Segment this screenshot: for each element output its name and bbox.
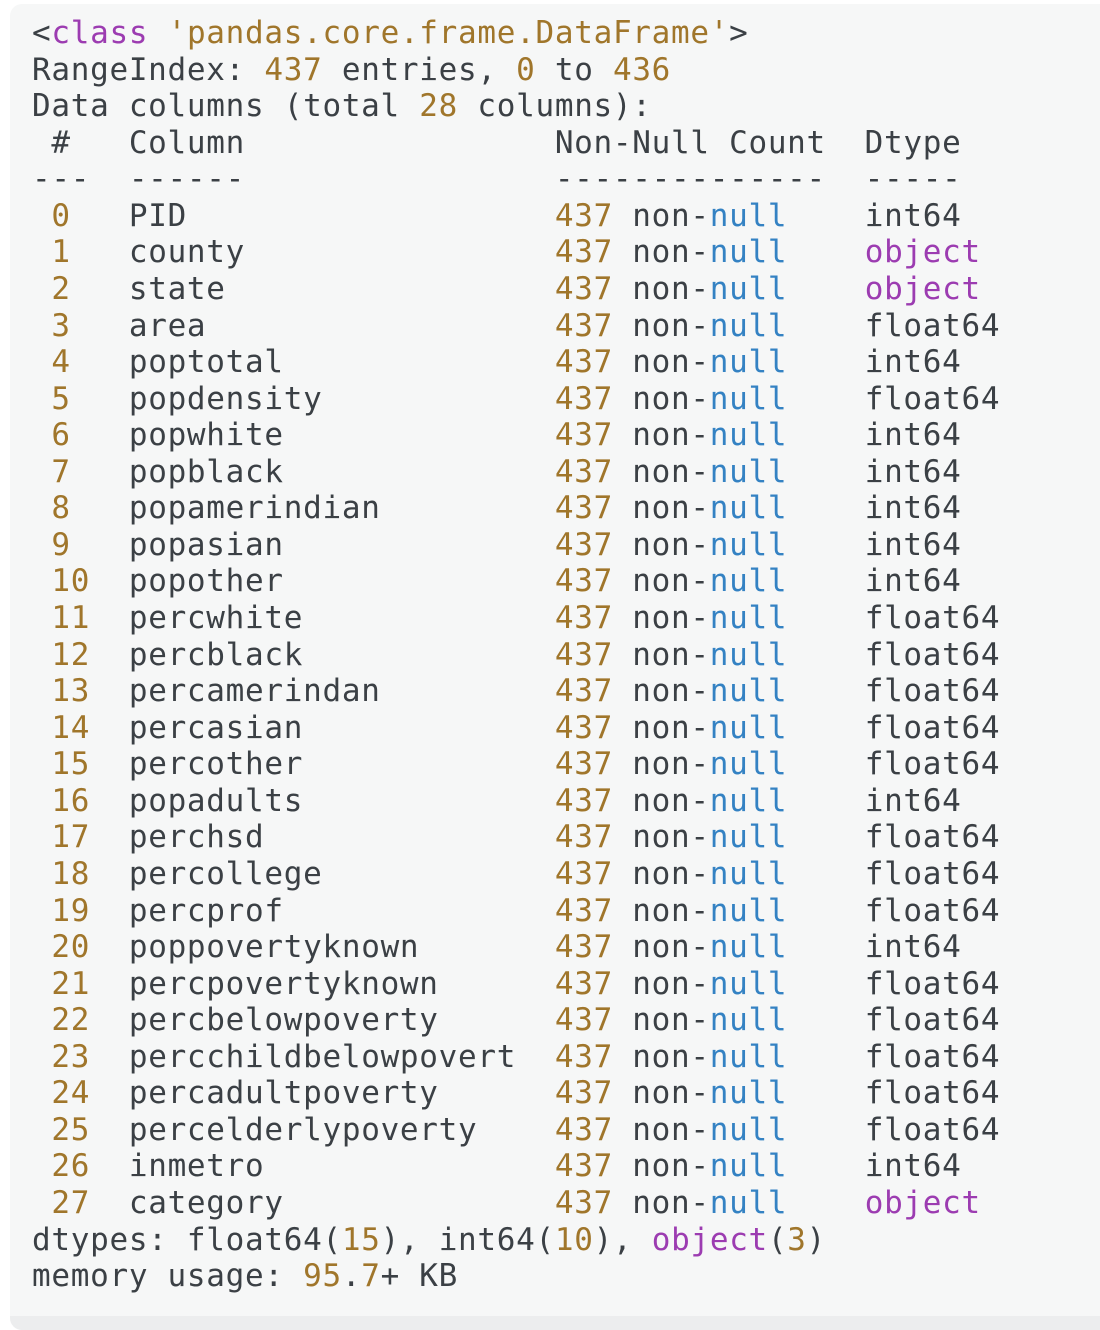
token	[32, 893, 51, 929]
token: non-	[612, 270, 710, 307]
token: 13	[51, 673, 91, 710]
token: (	[767, 1221, 788, 1258]
token: null	[709, 197, 788, 234]
token: popother	[90, 563, 555, 600]
token: 437	[554, 307, 613, 344]
token: non-	[612, 636, 710, 673]
token: 437	[554, 1075, 613, 1112]
token: inmetro	[90, 1148, 555, 1185]
token: popdensity	[70, 380, 555, 417]
token	[787, 856, 864, 892]
token: area	[70, 307, 555, 344]
token: null	[709, 1185, 788, 1221]
token: 28	[419, 88, 459, 125]
token	[32, 819, 51, 855]
output-line	[32, 1185, 1100, 1222]
token: 6	[51, 417, 71, 454]
token	[787, 1039, 864, 1075]
token	[787, 454, 864, 490]
token: float64	[864, 673, 1001, 710]
token: percother	[90, 746, 555, 783]
token: (	[535, 1221, 555, 1258]
token: 8	[51, 490, 71, 527]
output-line	[32, 88, 1100, 125]
token: float64	[864, 1111, 1001, 1148]
token: percadultpoverty	[90, 1075, 555, 1112]
token: 436	[612, 51, 672, 88]
token	[32, 1112, 51, 1148]
token: non-	[612, 965, 710, 1002]
token: 437	[554, 929, 613, 966]
token: null	[709, 344, 788, 381]
token	[787, 1112, 864, 1148]
token: 15	[341, 1221, 381, 1258]
token: 437	[554, 1148, 613, 1185]
token: 437	[554, 782, 613, 819]
output-line	[32, 1039, 1100, 1076]
token: 9	[51, 526, 71, 563]
output-line	[32, 15, 1100, 52]
token: (	[322, 1221, 342, 1258]
output-line	[32, 381, 1100, 418]
token: 11	[51, 600, 91, 636]
output-line	[32, 490, 1100, 527]
output-line	[32, 344, 1100, 381]
token: non-	[612, 929, 710, 966]
dataframe-info-output-block	[10, 4, 1100, 1330]
token: non-	[612, 417, 710, 454]
token: entries,	[322, 51, 517, 88]
token	[787, 344, 864, 380]
token: non-	[612, 563, 710, 600]
token: 12	[51, 636, 91, 673]
token	[32, 454, 51, 490]
token: 14	[51, 709, 91, 746]
token	[787, 1185, 864, 1221]
output-line	[32, 161, 1100, 198]
token: 437	[554, 892, 613, 929]
token: non-	[612, 453, 710, 490]
output-line	[32, 563, 1100, 600]
token: percprof	[90, 892, 555, 929]
token: float64	[864, 636, 1001, 673]
token: dtypes:	[32, 1221, 187, 1258]
output-line	[32, 417, 1100, 454]
output-line	[32, 1075, 1100, 1112]
token	[32, 1148, 51, 1184]
token: .	[341, 1258, 362, 1295]
token: 437	[554, 234, 613, 271]
token: float64	[864, 380, 1001, 417]
token: category	[90, 1185, 555, 1221]
token	[787, 1002, 864, 1038]
token: 437	[554, 1185, 613, 1221]
token	[32, 198, 51, 234]
token	[787, 563, 864, 599]
token: 10	[51, 563, 91, 600]
token: 7	[361, 1258, 381, 1295]
token: )	[380, 1221, 400, 1258]
token: null	[709, 855, 788, 892]
token: null	[709, 1038, 788, 1075]
token	[787, 490, 864, 526]
token: state	[70, 270, 555, 307]
output-line	[32, 198, 1100, 235]
token: 437	[554, 380, 613, 417]
token: 'pandas.core.frame.DataFrame'	[167, 15, 730, 51]
token: 3	[787, 1221, 807, 1258]
token	[32, 1039, 51, 1075]
token: null	[709, 673, 788, 710]
token: ,	[399, 1221, 439, 1258]
token: non-	[612, 600, 710, 636]
token: null	[709, 526, 788, 563]
token: null	[709, 1075, 788, 1112]
output-line	[32, 1002, 1100, 1039]
output-line	[32, 783, 1100, 820]
token: popwhite	[70, 417, 555, 454]
output-line	[32, 52, 1100, 89]
token	[32, 417, 51, 453]
token	[787, 198, 864, 234]
token: object	[864, 270, 981, 307]
token: 23	[51, 1038, 91, 1075]
token: percasian	[90, 709, 555, 746]
token: Data columns (total	[32, 88, 420, 125]
token: 437	[264, 51, 323, 88]
token: null	[709, 929, 788, 966]
token	[32, 710, 51, 746]
token: poppovertyknown	[90, 929, 555, 966]
token: popamerindian	[70, 490, 555, 527]
token: 20	[51, 929, 91, 966]
output-line	[32, 308, 1100, 345]
token: non-	[612, 490, 710, 527]
output-line	[32, 527, 1100, 564]
token: )	[806, 1221, 827, 1258]
token: null	[709, 417, 788, 454]
token: null	[709, 490, 788, 527]
output-line	[32, 637, 1100, 674]
token: null	[709, 563, 788, 600]
token: columns):	[458, 88, 652, 125]
token: 437	[554, 965, 613, 1002]
token: float64	[864, 709, 1001, 746]
token: 437	[554, 673, 613, 710]
token	[32, 381, 51, 417]
token: class	[51, 15, 149, 51]
token: 25	[51, 1111, 91, 1148]
token	[32, 929, 51, 965]
token: percollege	[90, 855, 555, 892]
token	[787, 710, 864, 746]
output-line	[32, 1222, 1100, 1259]
token	[32, 527, 51, 563]
token: 21	[51, 965, 91, 1002]
token	[32, 1002, 51, 1038]
token	[787, 600, 864, 636]
token: 4	[51, 344, 71, 381]
token	[32, 673, 51, 709]
token: ,	[613, 1221, 652, 1258]
token	[32, 600, 51, 636]
token: 437	[554, 746, 613, 783]
token: null	[709, 307, 788, 344]
token	[787, 783, 864, 819]
token: 27	[51, 1185, 91, 1221]
token	[787, 1148, 864, 1184]
token	[32, 490, 51, 526]
token: 437	[554, 819, 613, 856]
token: percelderlypoverty	[90, 1111, 555, 1148]
token: null	[709, 965, 788, 1002]
token: 437	[554, 417, 613, 454]
output-line	[32, 673, 1100, 710]
token: object	[651, 1221, 768, 1258]
token	[32, 783, 51, 819]
token: popblack	[70, 453, 555, 490]
token: non-	[612, 746, 710, 783]
output-line	[32, 710, 1100, 747]
token: float64	[864, 1075, 1001, 1112]
token: 437	[554, 344, 613, 381]
token: non-	[612, 234, 710, 271]
token: float64	[864, 819, 1001, 856]
output-line	[32, 271, 1100, 308]
token	[787, 929, 864, 965]
token: 437	[554, 490, 613, 527]
token: popasian	[70, 526, 555, 563]
token: popadults	[90, 782, 555, 819]
token: int64	[864, 490, 962, 527]
output-line	[32, 600, 1100, 637]
token: float64	[864, 307, 1001, 344]
token: non-	[612, 307, 710, 344]
token: 17	[51, 819, 91, 856]
output-line	[32, 746, 1100, 783]
token: percamerindan	[90, 673, 555, 710]
output-line	[32, 966, 1100, 1003]
token: # Column Non-Null Count Dtype	[32, 124, 962, 161]
token: 437	[554, 197, 613, 234]
token: percwhite	[90, 600, 555, 636]
token: int64	[864, 1148, 962, 1185]
token: 437	[554, 600, 613, 636]
token: memory usage:	[32, 1258, 304, 1295]
token: null	[709, 234, 788, 271]
token	[32, 856, 51, 892]
token: int64	[864, 344, 962, 381]
token	[32, 1075, 51, 1111]
token: null	[709, 380, 788, 417]
horizontal-scrollbar-track[interactable]	[10, 1316, 1100, 1330]
token	[787, 966, 864, 1002]
token: PID	[70, 197, 555, 234]
token	[32, 308, 51, 344]
token: null	[709, 1148, 788, 1185]
token: 437	[554, 453, 613, 490]
token: 437	[554, 526, 613, 563]
token: 437	[554, 709, 613, 746]
token: float64	[864, 600, 1001, 636]
token: int64	[864, 929, 962, 966]
token: null	[709, 636, 788, 673]
token: 437	[554, 1038, 613, 1075]
token: null	[709, 270, 788, 307]
token: percblack	[90, 636, 555, 673]
token	[787, 234, 864, 270]
token: <	[32, 15, 52, 51]
token	[32, 637, 51, 673]
token: non-	[612, 819, 710, 856]
token: 437	[554, 1002, 613, 1039]
token: to	[535, 51, 613, 88]
token: poptotal	[70, 344, 555, 381]
token: non-	[612, 782, 710, 819]
token: non-	[612, 344, 710, 381]
token: non-	[612, 380, 710, 417]
output-line	[32, 893, 1100, 930]
token: 437	[554, 270, 613, 307]
token: 0	[51, 197, 71, 234]
token: non-	[612, 855, 710, 892]
token	[787, 673, 864, 709]
output-line	[32, 819, 1100, 856]
token: non-	[612, 1075, 710, 1112]
token: 437	[554, 855, 613, 892]
token	[787, 819, 864, 855]
token: non-	[612, 673, 710, 710]
token	[32, 966, 51, 1002]
token: 24	[51, 1075, 91, 1112]
token: 10	[554, 1221, 594, 1258]
token: null	[709, 782, 788, 819]
token: 437	[554, 563, 613, 600]
token: null	[709, 453, 788, 490]
token	[787, 527, 864, 563]
token: null	[709, 892, 788, 929]
output-line	[32, 125, 1100, 162]
token: 19	[51, 892, 91, 929]
token: 1	[51, 234, 71, 271]
token: non-	[612, 1148, 710, 1185]
token: non-	[612, 1002, 710, 1039]
token: int64	[438, 1221, 536, 1258]
token	[32, 1185, 51, 1221]
output-line	[32, 856, 1100, 893]
token: 5	[51, 380, 71, 417]
token: >	[729, 15, 749, 51]
token: null	[709, 1111, 788, 1148]
token: float64	[864, 1038, 1001, 1075]
token: 15	[51, 746, 91, 783]
token: non-	[612, 1038, 710, 1075]
token: int64	[864, 453, 962, 490]
token: int64	[864, 526, 962, 563]
token: non-	[612, 709, 710, 746]
token: null	[709, 746, 788, 783]
token: 3	[51, 307, 71, 344]
token: county	[70, 234, 555, 271]
token	[787, 381, 864, 417]
token: 0	[516, 51, 536, 88]
token: 437	[554, 636, 613, 673]
token: non-	[612, 197, 710, 234]
token: non-	[612, 1111, 710, 1148]
token: 95	[303, 1258, 342, 1295]
token: int64	[864, 417, 962, 454]
token: float64	[864, 855, 1001, 892]
token	[787, 746, 864, 782]
output-line	[32, 454, 1100, 491]
token: float64	[864, 892, 1001, 929]
token: null	[709, 600, 788, 636]
token: 2	[51, 270, 71, 307]
token	[787, 893, 864, 929]
token: --- ------ -------------- -----	[32, 161, 962, 198]
token: percpovertyknown	[90, 965, 555, 1002]
token	[148, 15, 167, 51]
token: int64	[864, 563, 962, 600]
token	[787, 271, 864, 307]
token: null	[709, 1002, 788, 1039]
token: null	[709, 709, 788, 746]
token	[787, 308, 864, 344]
token: 18	[51, 855, 91, 892]
token: percbelowpoverty	[90, 1002, 555, 1039]
token: )	[593, 1221, 613, 1258]
token	[32, 234, 51, 270]
dataframe-info-text	[10, 4, 1100, 1295]
token: null	[709, 819, 788, 856]
token: non-	[612, 526, 710, 563]
token: 437	[554, 1111, 613, 1148]
token	[787, 417, 864, 453]
token: int64	[864, 197, 962, 234]
token: + KB	[380, 1258, 459, 1295]
token: non-	[612, 892, 710, 929]
token: float64	[864, 1002, 1001, 1039]
output-line	[32, 1148, 1100, 1185]
token: object	[864, 1185, 981, 1221]
token: 16	[51, 782, 91, 819]
token: 7	[51, 453, 71, 490]
token: percchildbelowpovert	[90, 1038, 555, 1075]
token: float64	[864, 746, 1001, 783]
output-line	[32, 1112, 1100, 1149]
token: object	[864, 234, 981, 271]
token: float64	[864, 965, 1001, 1002]
token: RangeIndex:	[32, 51, 265, 88]
token	[32, 271, 51, 307]
token	[32, 746, 51, 782]
output-line	[32, 234, 1100, 271]
token	[32, 563, 51, 599]
token	[787, 637, 864, 673]
token: int64	[864, 782, 962, 819]
token: non-	[612, 1185, 710, 1221]
token: float64	[186, 1221, 323, 1258]
token	[32, 344, 51, 380]
token	[787, 1075, 864, 1111]
output-line	[32, 929, 1100, 966]
token: 26	[51, 1148, 91, 1185]
token: perchsd	[90, 819, 555, 856]
token: 22	[51, 1002, 91, 1039]
output-line	[32, 1258, 1100, 1295]
